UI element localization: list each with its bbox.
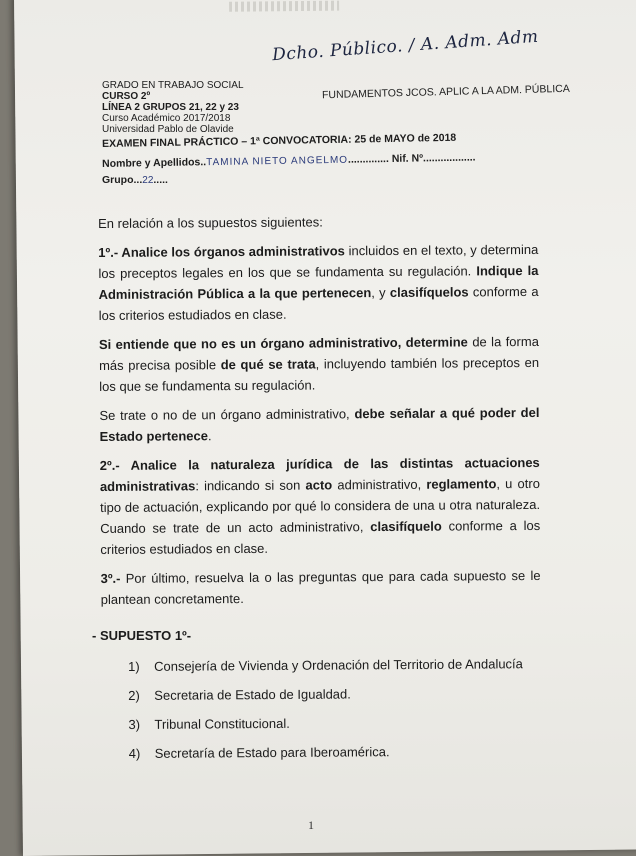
subject-title: FUNDAMENTOS JCOS. APLIC A LA ADM. PÚBLICA	[321, 82, 570, 102]
student-name-line: Nombre y Apellidos..TAMINA NIETO ANGELMO.............. Nif. Nº..................	[102, 151, 476, 170]
name-label: Nombre y Apellidos	[102, 156, 201, 170]
instructions-block	[98, 210, 541, 618]
supuesto-list	[128, 653, 524, 772]
group-label: Grupo	[102, 174, 134, 186]
top-bleed-through	[229, 1, 339, 12]
list-item: 1) Consejería de Vivienda y Ordenación del Territorio de Andalucía	[128, 656, 523, 674]
group-line: Grupo...22.....	[102, 174, 168, 186]
degree-line: GRADO EN TRABAJO SOCIAL	[102, 80, 244, 91]
group-value: 22	[142, 175, 154, 186]
supuesto-heading: - SUPUESTO 1º-	[92, 628, 192, 643]
instruction-3: 3º.- Por último, resuelva la o las preguntas que para cada supuesto se le plantean concretamente.	[100, 567, 541, 607]
intro-paragraph: En relación a los supuestos siguientes:	[98, 214, 323, 231]
course-line: CURSO 2º	[102, 91, 151, 102]
handwritten-note: Dcho. Público. / A. Adm. Adm	[271, 26, 540, 66]
instruction-1: 1º.- Analice los órganos administrativos incluidos en el texto, y determina los preceptos legales en los que se fundamenta su regulación. Indique la Administración Pública a la que pertenecen, y clasifíquelos conforme a los criterios estudiados en clase.	[98, 241, 539, 323]
page-number: 1	[308, 818, 314, 832]
list-item: 3) Tribunal Constitucional.	[128, 715, 290, 732]
exam-title: EXAMEN FINAL PRÁCTICO – 1ª CONVOCATORIA: 25 de MAYO de 2018	[102, 131, 457, 150]
instruction-2: 2º.- Analice la naturaleza jurídica de las distintas actuaciones administrativas: indicando si son acto administrativo, reglamento, u otro tipo de actuación, explicando por qué lo considera de una u otra naturaleza. Cuando se trate de un acto administrativo, clasifíquelo conforme a los criterios estudiados en clase.	[99, 454, 541, 557]
instruction-1-state-power: Se trate o no de un órgano administrativo, debe señalar a qué poder del Estado pertenece.	[99, 404, 540, 444]
list-item: 4) Secretaría de Estado para Iberoamérica.	[128, 744, 390, 761]
list-item: 2) Secretaria de Estado de Igualdad.	[128, 686, 351, 703]
university-line: Universidad Pablo de Olavide	[102, 124, 234, 135]
nif-label: Nif. Nº	[391, 152, 424, 165]
header-course-info	[102, 80, 244, 135]
instruction-1-non-organ: Si entiende que no es un órgano administrativo, determine de la forma más precisa posible de qué se trata, incluyendo también los preceptos en los que se fundamenta su regulación.	[98, 333, 540, 394]
academic-year-line: Curso Académico 2017/2018	[102, 113, 231, 124]
student-name-value: TAMINA NIETO ANGELMO	[206, 154, 349, 169]
groups-line: LÍNEA 2 GRUPOS 21, 22 y 23	[102, 102, 239, 113]
